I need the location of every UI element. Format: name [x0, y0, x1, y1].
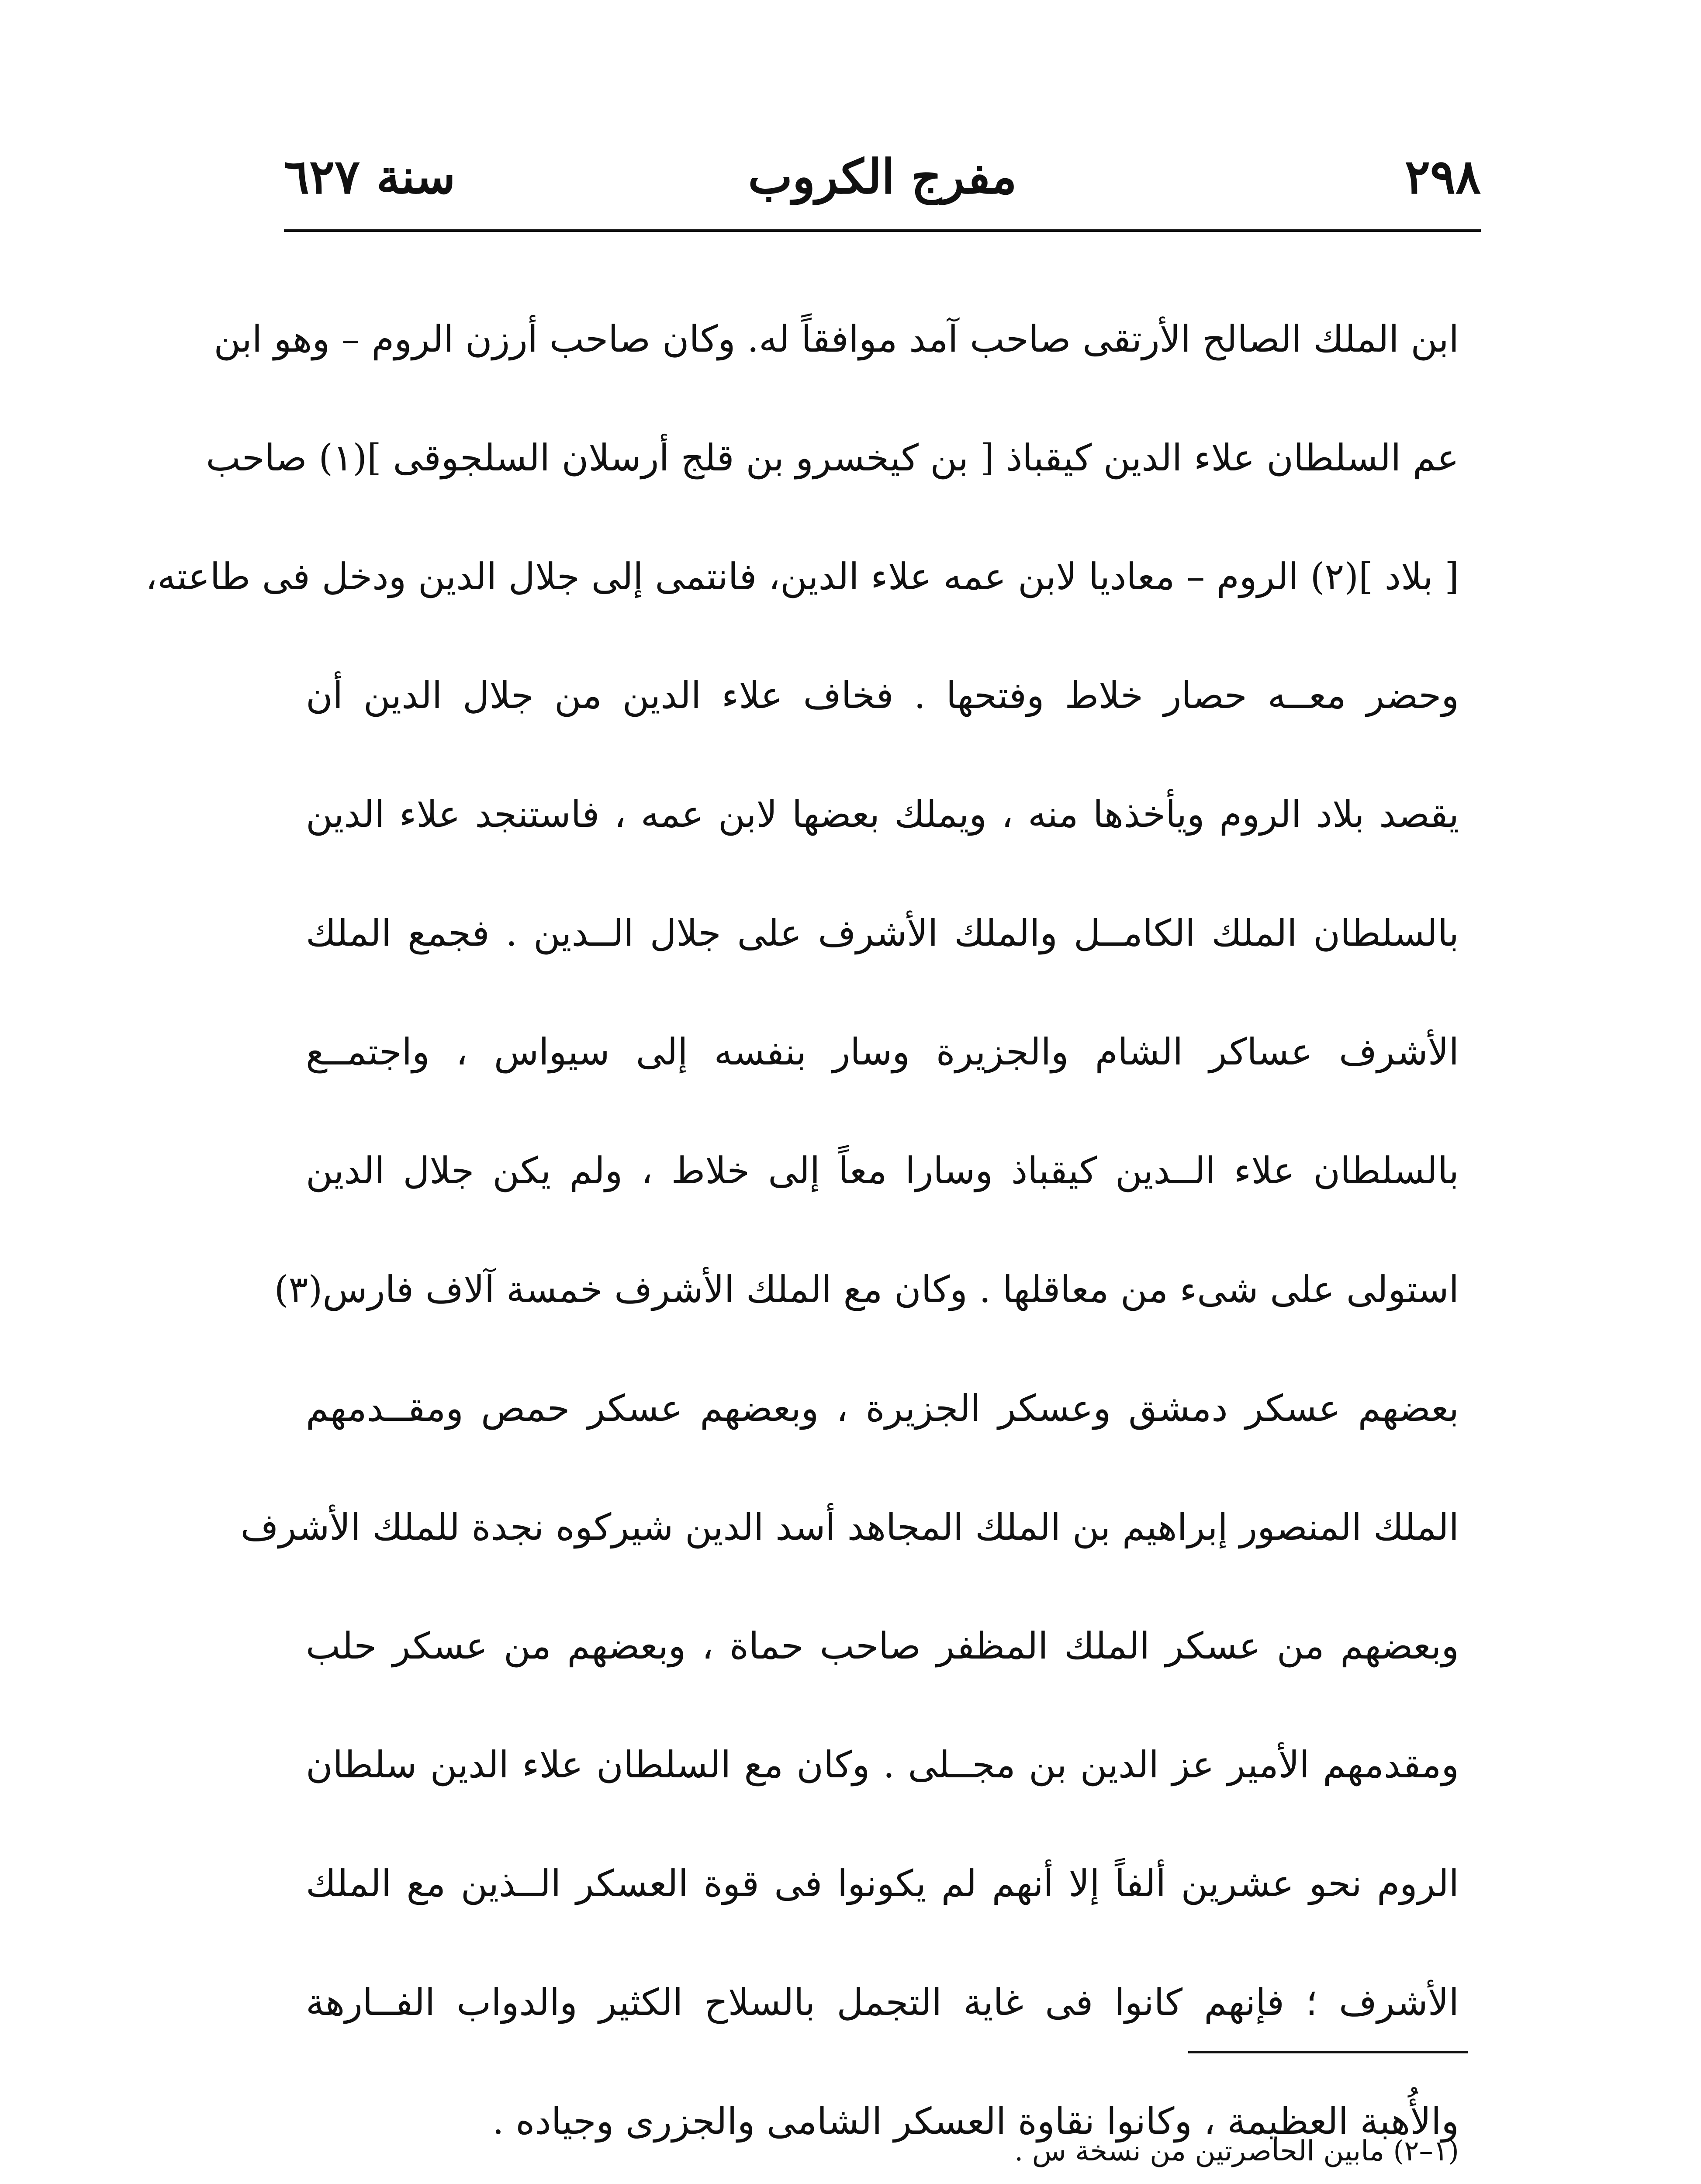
text-line: والأُهبة العظيمة ، وكانوا نقاوة العسكر الشامى والجزرى وجياده .: [492, 2100, 1459, 2143]
text-line: بالسلطان الملك الكامــل والملك الأشرف على جلال الــدين . فجمع الملك: [306, 912, 1459, 954]
text-line: وحضر معــه حصار خلاط وفتحها . فخاف علاء الدين من جلال الدين أن: [306, 674, 1459, 717]
text-line: الأشرف عساكر الشام والجزيرة وسار بنفسه إلى سيواس ، واجتمــع: [306, 1030, 1459, 1073]
text-line: بالسلطان علاء الــدين كيقباذ وسارا معاً إلى خلاط ، ولم يكن جلال الدين: [306, 1149, 1459, 1192]
text-line: الروم نحو عشرين ألفاً إلا أنهم لم يكونوا فى قوة العسكر الــذين مع الملك: [306, 1862, 1459, 1905]
footnotes: [306, 2114, 1459, 2184]
text-line: بعضهم عسكر دمشق وعسكر الجزيرة ، وبعضهم عسكر حمص ومقــدمهم: [306, 1387, 1459, 1430]
text-line: عم السلطان علاء الدين كيقباذ [ بن كيخسرو بن قلج أرسلان السلجوقى ](١) صاحب: [206, 436, 1459, 479]
year-label: سنة ٦٢٧: [284, 149, 456, 204]
text-line: استولى على شىء من معاقلها . وكان مع الملك الأشرف خمسة آلاف فارس(٣): [274, 1268, 1459, 1311]
text-line: ومقدمهم الأمير عز الدين بن مجــلى . وكان مع السلطان علاء الدين سلطان: [306, 1743, 1459, 1786]
footnote-rule: [1188, 2051, 1468, 2053]
main-text: [145, 280, 1459, 2181]
footnote: (١–٢) مابين الحاصرتين من نسخة س .: [1014, 2135, 1459, 2167]
text-line: يقصد بلاد الروم ويأخذها منه ، ويملك بعضها لابن عمه ، فاستنجد علاء الدين: [306, 793, 1459, 836]
text-line: الأشرف ؛ فإنهم كانوا فى غاية التجمل بالسلاح الكثير والدواب الفــارهة: [306, 1981, 1459, 2024]
text-line: وبعضهم من عسكر الملك المظفر صاحب حماة ، وبعضهم من عسكر حلب: [306, 1624, 1459, 1667]
running-header: [284, 144, 1481, 223]
book-title: مفرج الكروب: [748, 149, 1017, 204]
header-rule: [284, 229, 1481, 232]
text-line: ابن الملك الصالح الأرتقى صاحب آمد موافقاً له. وكان صاحب أرزن الروم – وهو ابن: [214, 318, 1459, 360]
text-line: [ بلاد ](٢) الروم – معاديا لابن عمه علاء الدين، فانتمى إلى جلال الدين ودخل فى طاعته،: [145, 555, 1459, 598]
text-line: الملك المنصور إبراهيم بن الملك المجاهد أسد الدين شيركوه نجدة للملك الأشرف: [240, 1506, 1459, 1548]
page-number: ٢٩٨: [1404, 149, 1481, 204]
